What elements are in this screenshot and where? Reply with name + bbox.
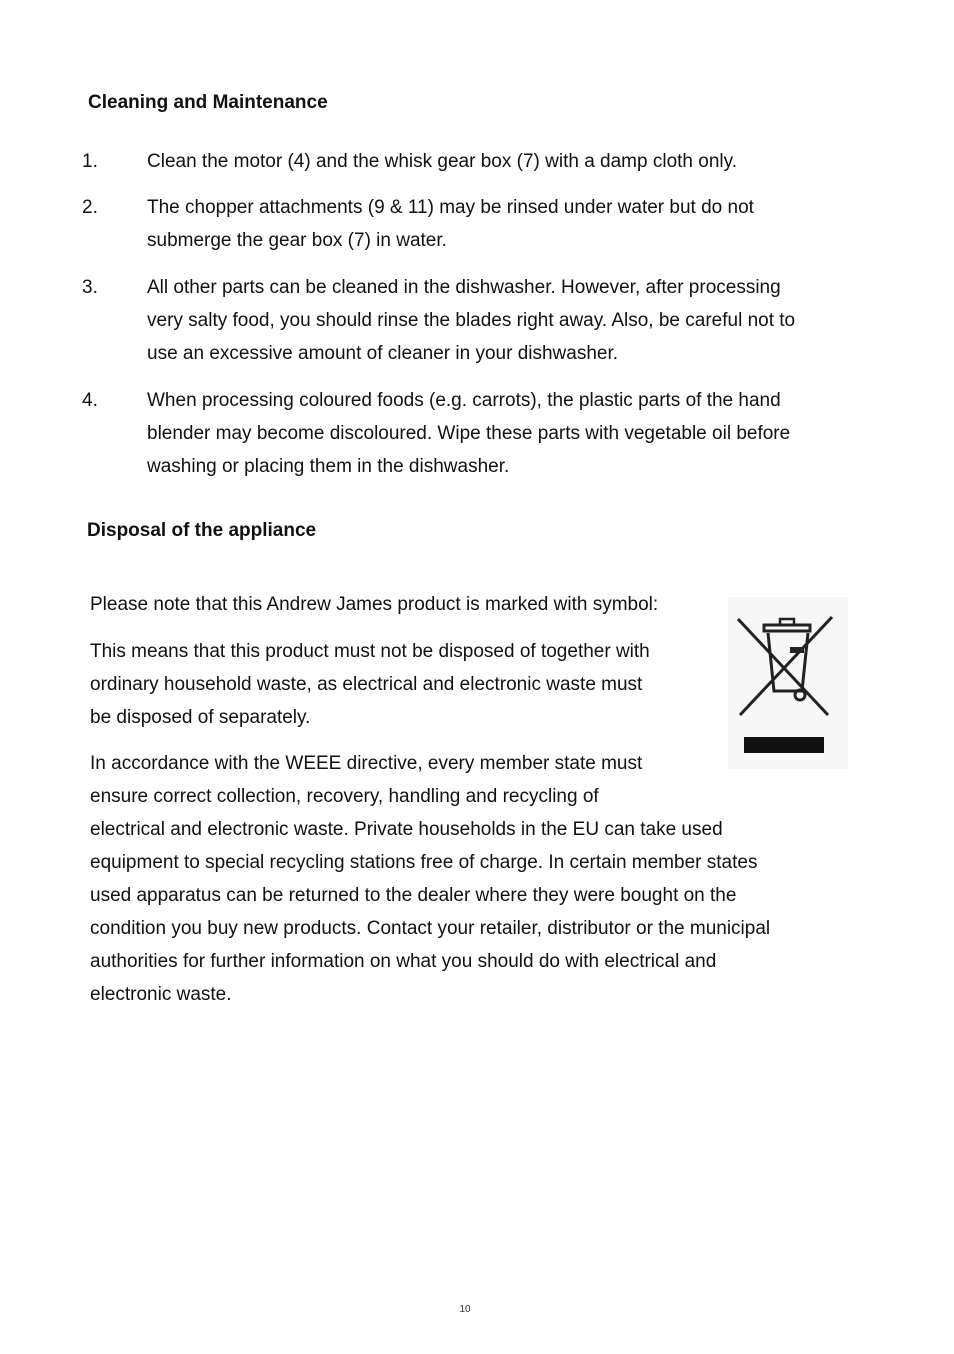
text-line: electronic waste. [90, 984, 232, 1005]
list-number: 4. [82, 390, 98, 411]
text-line: washing or placing them in the dishwasher. [147, 456, 510, 477]
list-text [147, 191, 867, 257]
text-line: submerge the gear box (7) in water. [147, 230, 447, 251]
section-heading-cleaning: Cleaning and Maintenance [88, 92, 328, 113]
text-line: blender may become discoloured. Wipe these parts with vegetable oil before [147, 423, 791, 444]
paragraph-weee-directive [90, 747, 770, 1011]
list-number: 1. [82, 151, 98, 172]
text-line: Clean the motor (4) and the whisk gear box (7) with a damp cloth only. [147, 151, 737, 172]
crossed-out-wheelie-bin-icon [728, 597, 848, 769]
text-line: equipment to special recycling stations free of charge. In certain member states [90, 852, 758, 873]
text-line: The chopper attachments (9 & 11) may be rinsed under water but do not [147, 197, 754, 218]
text-line: All other parts can be cleaned in the dishwasher. However, after processing [147, 277, 781, 298]
text-line: authorities for further information on what you should do with electrical and [90, 951, 717, 972]
list-text [147, 271, 867, 370]
list-text [147, 145, 867, 178]
list-number: 3. [82, 277, 98, 298]
text-line: ordinary household waste, as electrical and electronic waste must [90, 674, 643, 695]
text-line: In accordance with the WEEE directive, every member state must [90, 753, 643, 774]
paragraph-disposal-meaning [90, 635, 650, 734]
text-line: This means that this product must not be disposed of together with [90, 641, 650, 662]
list-number: 2. [82, 197, 98, 218]
page-number: 10 [459, 1304, 471, 1315]
text-line: condition you buy new products. Contact your retailer, distributor or the municipal [90, 918, 771, 939]
text-line: Please note that this Andrew James product is marked with symbol: [90, 594, 659, 615]
text-line: When processing coloured foods (e.g. carrots), the plastic parts of the hand [147, 390, 781, 411]
text-line: used apparatus can be returned to the dealer where they were bought on the [90, 885, 737, 906]
text-line: ensure correct collection, recovery, handling and recycling of [90, 786, 599, 807]
section-heading-disposal: Disposal of the appliance [87, 520, 317, 541]
text-line: use an excessive amount of cleaner in your dishwasher. [147, 343, 619, 364]
text-line: electrical and electronic waste. Private households in the EU can take used [90, 819, 723, 840]
list-text [147, 384, 867, 483]
text-line: be disposed of separately. [90, 707, 311, 728]
paragraph-symbol-note [90, 588, 658, 621]
text-line: very salty food, you should rinse the blades right away. Also, be careful not to [147, 310, 796, 331]
